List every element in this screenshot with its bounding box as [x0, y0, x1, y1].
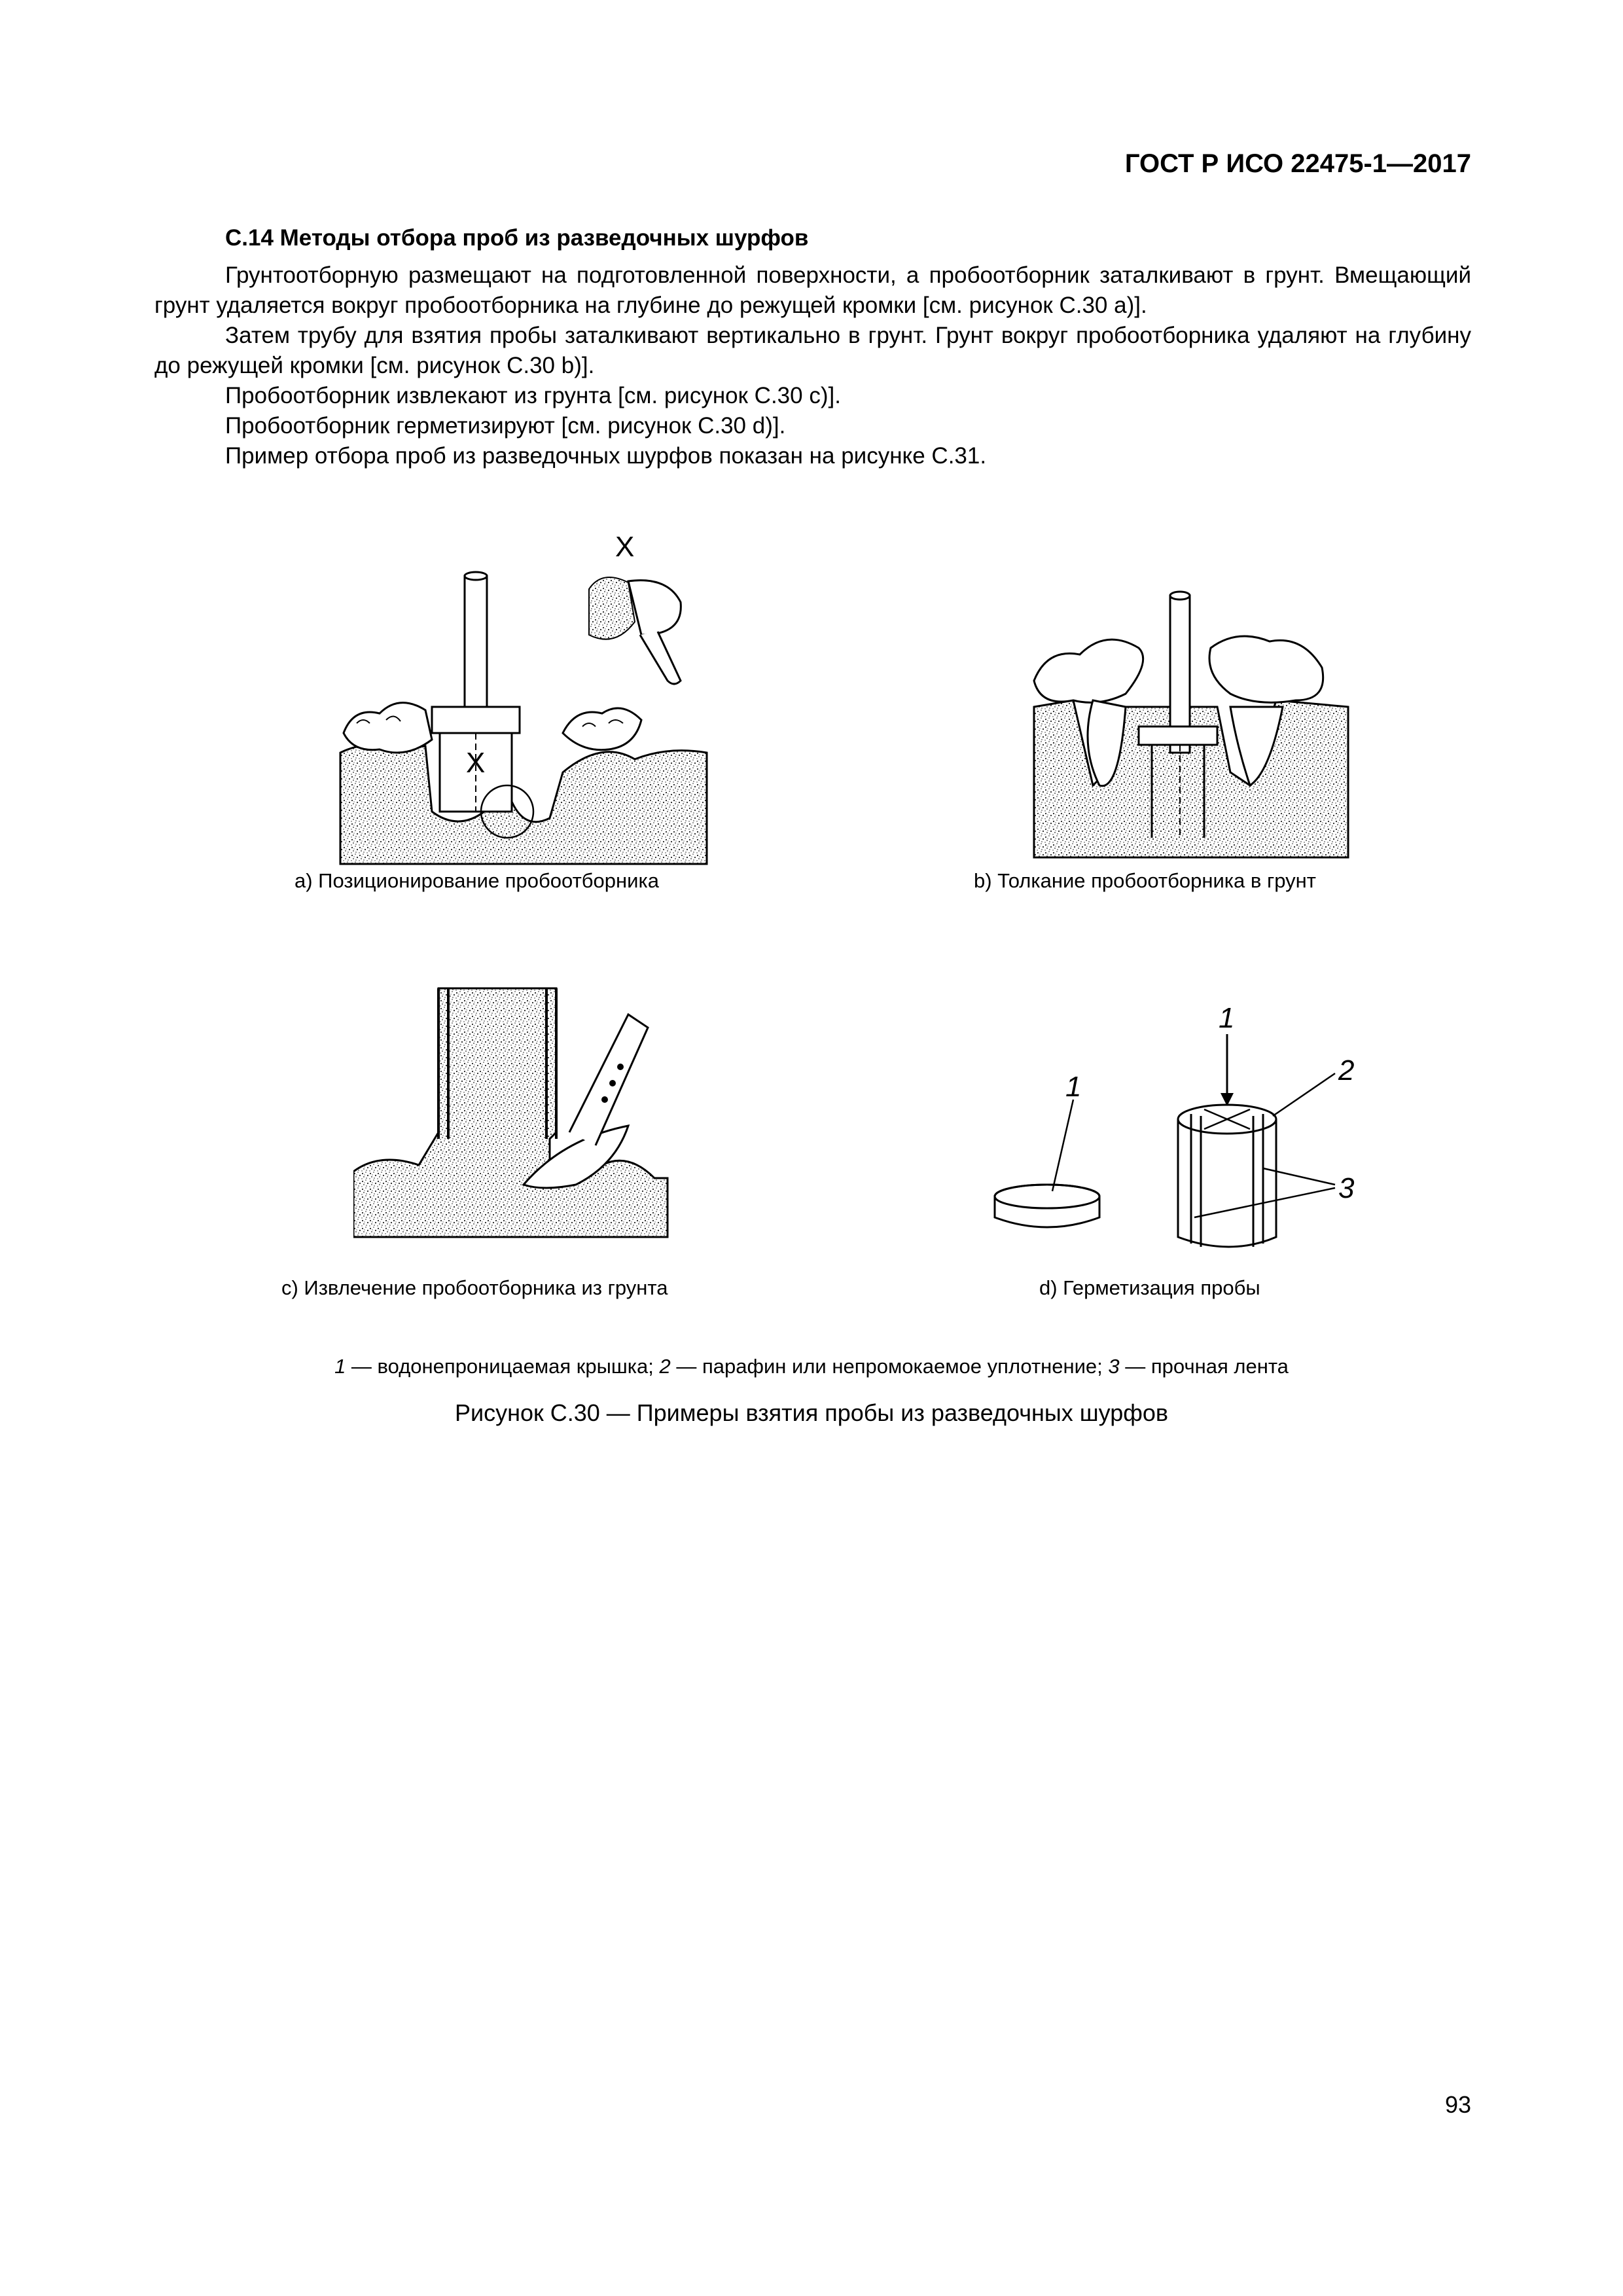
caption-a: а) Позиционирование пробоотборника [294, 869, 659, 892]
detail-x-label: X [615, 531, 635, 563]
legend-num-2: 2 [659, 1355, 671, 1378]
caption-d: d) Герметизация пробы [1039, 1276, 1260, 1299]
caption-c: с) Извлечение пробоотборника из грунта [281, 1276, 668, 1299]
caption-b: b) Толкание пробоотборника в грунт [974, 869, 1317, 892]
paragraph-2: Затем трубу для взятия пробы заталкивают вертикально в грунт. Грунт вокруг пробоотборника удаляют на глубину до режущей кромки [см. рисунок С.30 b)]. [154, 323, 1471, 378]
label-1-cap: 1 [1065, 1071, 1082, 1103]
paragraph-1: Грунтоотборную размещают на подготовленной поверхности, а пробоотборник заталкивают в грунт. Вмещающий грунт удаляется вокруг пробоотборника на глубине до режущей кромки [см. рисунок С.30 a)]. [154, 262, 1471, 318]
label-3: 3 [1338, 1172, 1355, 1204]
figure-legend [0, 1355, 1623, 1378]
figure-panel-a [327, 524, 733, 877]
figure-panel-d [969, 1001, 1427, 1263]
paragraph-5: Пример отбора проб из разведочных шурфов показан на рисунке С.31. [225, 443, 987, 469]
label-1-seal: 1 [1219, 1002, 1235, 1034]
label-2: 2 [1338, 1054, 1355, 1086]
legend-num-1: 1 [334, 1355, 346, 1378]
legend-text-2: — парафин или непромокаемое уплотнение; [670, 1355, 1109, 1378]
body-text [154, 260, 1471, 471]
legend-text-3: — прочная лента [1119, 1355, 1289, 1378]
page-number: 93 [1444, 2091, 1471, 2118]
section-title: С.14 Методы отбора проб из разведочных шурфов [225, 225, 809, 251]
figure-panel-c [353, 975, 681, 1250]
paragraph-3: Пробоотборник извлекают из грунта [см. рисунок С.30 с)]. [225, 383, 841, 408]
legend-num-3: 3 [1108, 1355, 1120, 1378]
panel-a-detail-marker: X [466, 747, 486, 779]
paragraph-4: Пробоотборник герметизируют [см. рисунок С.30 d)]. [225, 413, 786, 439]
figure-title: Рисунок С.30 — Примеры взятия пробы из разведочных шурфов [454, 1399, 1169, 1426]
figure-panel-b [1021, 576, 1361, 877]
legend-text-1: — водонепроницаемая крышка; [346, 1355, 660, 1378]
standard-header: ГОСТ Р ИСО 22475-1—2017 [1124, 149, 1471, 178]
